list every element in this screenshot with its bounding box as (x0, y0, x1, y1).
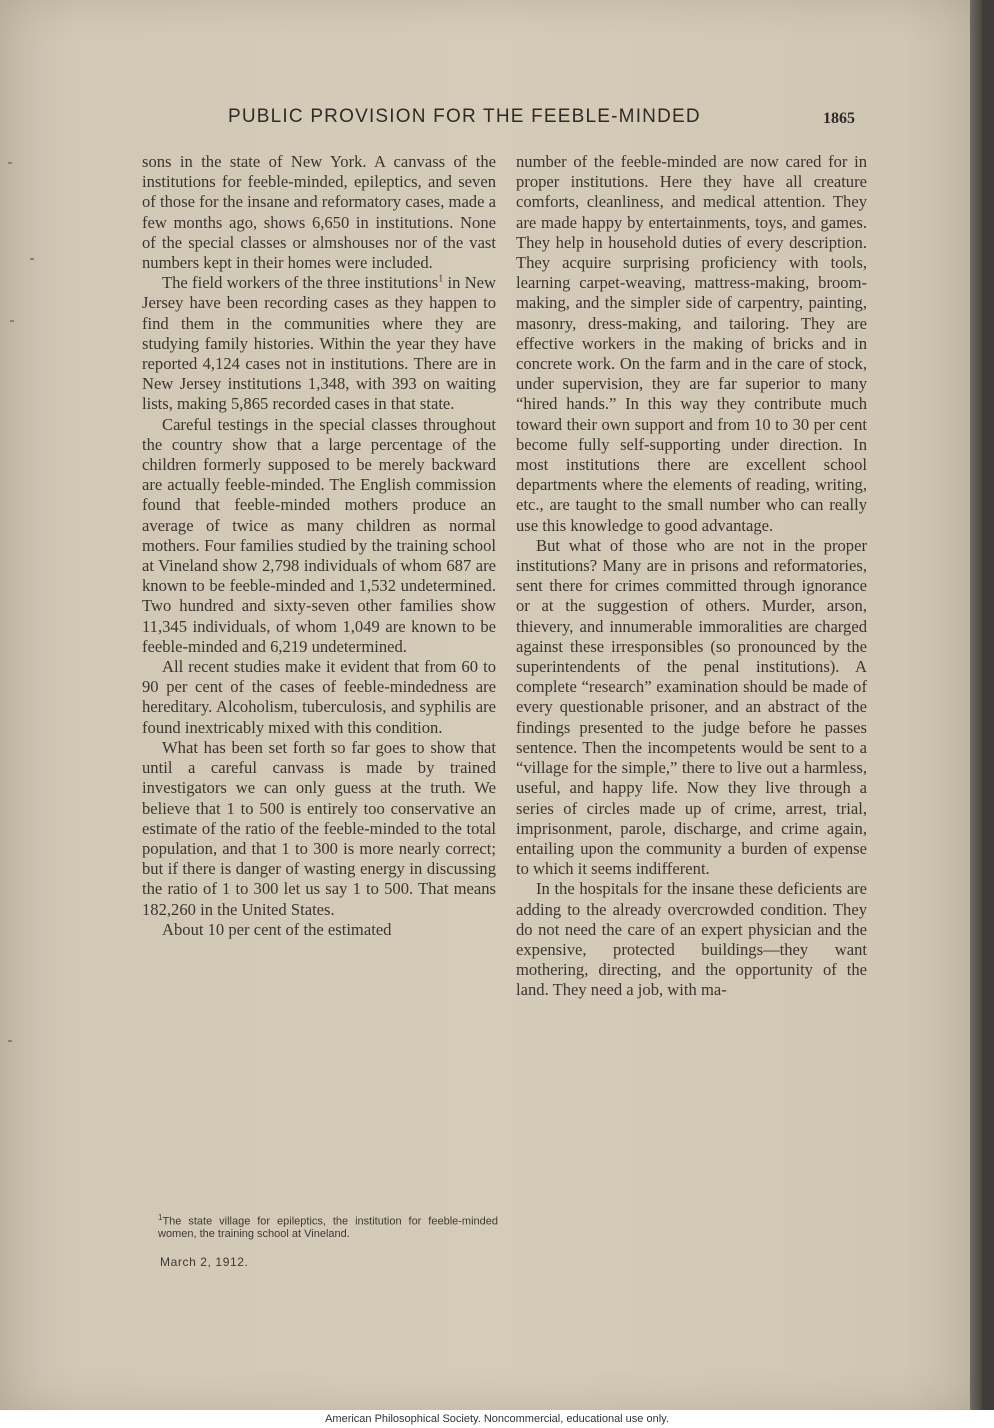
right-column (516, 152, 867, 1001)
paragraph-text: The field workers of the three institutions (162, 273, 439, 293)
margin-speck (30, 258, 34, 260)
paragraph: number of the feeble-minded are now cared for in proper institutions. Here they have all creature comforts, cleanliness, and medical attention. They are made happy by entertainments, toys, and games. They help in household duties of every description. They acquire surprising proficiency with tools, learning carpet-weaving, mattress-making, broom-making, and the simpler side of carpentry, painting, masonry, dress-making, and tailoring. They are effective workers in the making of bricks and in concrete work. On the farm and in the care of stock, under supervision, they are far superior to many “hired hands.” In this way they contribute much toward their own support and from 10 to 30 per cent become fully self-supporting under direction. In most institutions there are excellent school departments where the elements of reading, writing, etc., are taught to the small number who can really use this knowledge to good advantage. (516, 152, 867, 535)
paragraph: What has been set forth so far goes to show that until a careful canvass is made by trained investigators we can only guess at the truth. We believe that 1 to 500 is entirely too conservative an estimate of the ratio of the feeble-minded to the total population, and that 1 to 300 is more nearly correct; but if there is danger of wasting energy in discussing the ratio of 1 to 300 let us say 1 to 500. That means 182,260 in the United States. (142, 737, 496, 919)
footnote (158, 1212, 498, 1240)
paragraph: All recent studies make it evident that from 60 to 90 per cent of the cases of feeble-mindedness are hereditary. Alcoholism, tuberculosis, and syphilis are found inextricably mixed with this condition. (142, 657, 496, 737)
running-head: PUBLIC PROVISION FOR THE FEEBLE-MINDED (228, 106, 701, 127)
left-column (142, 152, 496, 940)
footnote-reference: 1 (438, 273, 444, 285)
margin-speck (8, 1040, 12, 1042)
paragraph: About 10 per cent of the estimated (162, 919, 392, 939)
footnote-text: The state village for epileptics, the institution for feeble-minded women, the training school at Vineland. (158, 1215, 498, 1240)
page-number: 1865 (823, 110, 855, 127)
paragraph-text: in New Jersey have been recording cases as they happen to find them in the communities where they are studying family histories. Within the year they have reported 4,124 cases not in institutions. There are in New Jersey institutions 1,348, with 393 on waiting lists, making 5,865 recorded cases in that state. (142, 273, 496, 414)
paragraph (142, 273, 496, 414)
paragraph: But what of those who are not in the proper institutions? Many are in prisons and reformatories, sent there for crimes committed through ignorance or at the suggestion of others. Murder, arson, thievery, and innumerable immoralities are charged against these irresponsibles (so pronounced by the superintendents of the penal institutions). A complete “research” examination should be made of every questionable prisoner, and an abstract of the findings presented to the judge before he passes sentence. Then the incompetents would be sent to a “village for the simple,” there to live out a harmless, useful, and happy life. Now they live through a series of circles made up of crime, arrest, trial, imprisonment, parole, discharge, and crime again, entailing upon the community a burden of expense to which it seems indifferent. (516, 535, 867, 879)
paragraph: In the hospitals for the insane these deficients are adding to the already overcrowded condition. They do not need the care of an expert physician and the expensive, protected buildings—they want mothering, directing, and the opportunity of the land. They need a job, with ma- (516, 879, 867, 1000)
page-edge (970, 0, 982, 1410)
margin-speck (8, 162, 12, 164)
margin-speck (10, 320, 14, 322)
dateline: March 2, 1912. (160, 1255, 249, 1269)
credit-line: American Philosophical Society. Noncommercial, educational use only. (0, 1410, 994, 1428)
paragraph: sons in the state of New York. A canvass of the institutions for feeble-minded, epileptics, and seven of those for the insane and reformatory cases, made a few months ago, shows 6,650 in institutions. None of the special classes or almshouses nor of the vast numbers kept in their homes were included. (142, 152, 496, 273)
footnote-mark: 1 (158, 1213, 163, 1222)
paragraph: Careful testings in the special classes throughout the country show that a large percentage of the children formerly supposed to be merely backward are actually feeble-minded. The English commission found that feeble-minded mothers produce an average of twice as many children as normal mothers. Four families studied by the training school at Vineland show 2,798 individuals of whom 687 are known to be feeble-minded and 1,532 undetermined. Two hundred and sixty-seven other families show 11,345 individuals, of whom 1,049 are known to be feeble-minded and 6,219 undetermined. (142, 414, 496, 656)
